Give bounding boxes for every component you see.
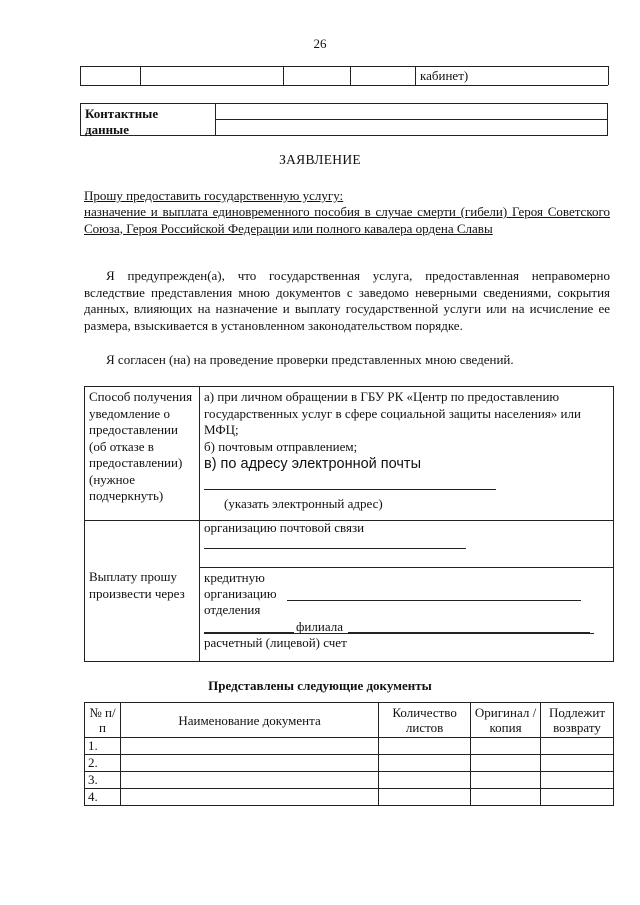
credit-org-underline <box>287 600 581 601</box>
table-header-row <box>85 703 614 738</box>
statement-title: ЗАЯВЛЕНИЕ <box>279 152 361 167</box>
row-cell <box>120 738 378 755</box>
table-cell-border <box>608 66 609 85</box>
branch-filial: филиала <box>296 619 343 634</box>
col-number-header: № п/п <box>85 703 121 738</box>
row-number: 3. <box>85 772 121 789</box>
service-name: назначение и выплата единовременного пособия в случае смерти (гибели) Героя Советского Союза, Героя Российской Федерации или полного кавалера ордена Славы <box>84 204 610 236</box>
row-cell <box>471 755 541 772</box>
contact-label: Контактные данные <box>85 106 159 137</box>
documents-table <box>84 702 614 806</box>
row-cell <box>541 789 614 806</box>
agree-line: Я согласен (на) на проведение проверки представленных мною сведений. <box>106 352 514 367</box>
col-return-header: Подлежит возврату <box>541 703 614 738</box>
row-cell <box>120 772 378 789</box>
notification-method-label: Способ получения уведомление о предоставлении (об отказе в предоставлении) (нужное подчеркнуть) <box>89 389 193 503</box>
row-cell <box>471 738 541 755</box>
account-line: расчетный (лицевой) счет <box>204 635 347 650</box>
postal-org-option: организацию почтовой связи <box>204 520 365 535</box>
row-cell <box>120 789 378 806</box>
option-a: а) при личном обращении в ГБУ РК «Центр по предоставлению государственных услуг в сфере социальной защиты населения» или МФЦ; <box>204 389 581 437</box>
warning-paragraph: Я предупрежден(а), что государственная услуга, предоставленная неправомерно вследствие представления мною документов с заведомо неверными сведениями, сокрытия данных, влияющих на назначение и выплату государственной услуги или на исчисление ее размера, взыскивается в установленном законодательством порядке. <box>84 268 610 333</box>
row-cell <box>541 772 614 789</box>
col-sheets-header: Количество листов <box>379 703 471 738</box>
email-underline <box>204 489 496 490</box>
table-cell-border <box>283 66 284 85</box>
table-top-border <box>80 66 608 67</box>
table-cell-border <box>350 66 351 85</box>
table-cell-border <box>415 66 416 85</box>
documents-title: Представлены следующие документы <box>208 678 432 693</box>
contact-data-table <box>80 103 608 136</box>
row-cell <box>541 738 614 755</box>
row-cell <box>120 755 378 772</box>
account-top-rule <box>204 633 594 634</box>
branch-department: отделения <box>204 602 261 617</box>
option-b: б) почтовым отправлением; <box>204 439 358 454</box>
table-row <box>85 789 614 806</box>
email-hint: (указать электронный адрес) <box>224 496 383 511</box>
row-cell <box>379 789 471 806</box>
table-cell-border <box>80 66 81 85</box>
method-table <box>84 386 614 662</box>
row-cell <box>379 738 471 755</box>
payment-method-label: Выплату прошу произвести через <box>89 569 185 601</box>
row-cell <box>471 789 541 806</box>
table-cell-border <box>140 66 141 85</box>
credit-org-line2: организацию <box>204 586 277 601</box>
row-number: 1. <box>85 738 121 755</box>
cabinet-text: кабинет) <box>420 68 469 83</box>
row-number: 4. <box>85 789 121 806</box>
row-divider <box>199 567 613 568</box>
table-row <box>85 738 614 755</box>
col-original-header: Оригинал /копия <box>471 703 541 738</box>
request-line: Прошу предоставить государственную услугу: <box>84 188 344 203</box>
option-c: в) по адресу электронной почты <box>204 456 421 472</box>
row-cell <box>379 755 471 772</box>
row-number: 2. <box>85 755 121 772</box>
row-cell <box>541 755 614 772</box>
postal-underline <box>204 548 466 549</box>
table-row <box>85 755 614 772</box>
column-divider <box>199 387 200 661</box>
credit-org-line1: кредитную <box>204 570 265 585</box>
row-cell <box>379 772 471 789</box>
col-doc-name-header: Наименование документа <box>120 703 378 738</box>
table-row <box>85 772 614 789</box>
row-divider <box>215 119 607 120</box>
table-bottom-border <box>80 85 608 86</box>
page-number: 26 <box>313 36 327 51</box>
row-cell <box>471 772 541 789</box>
